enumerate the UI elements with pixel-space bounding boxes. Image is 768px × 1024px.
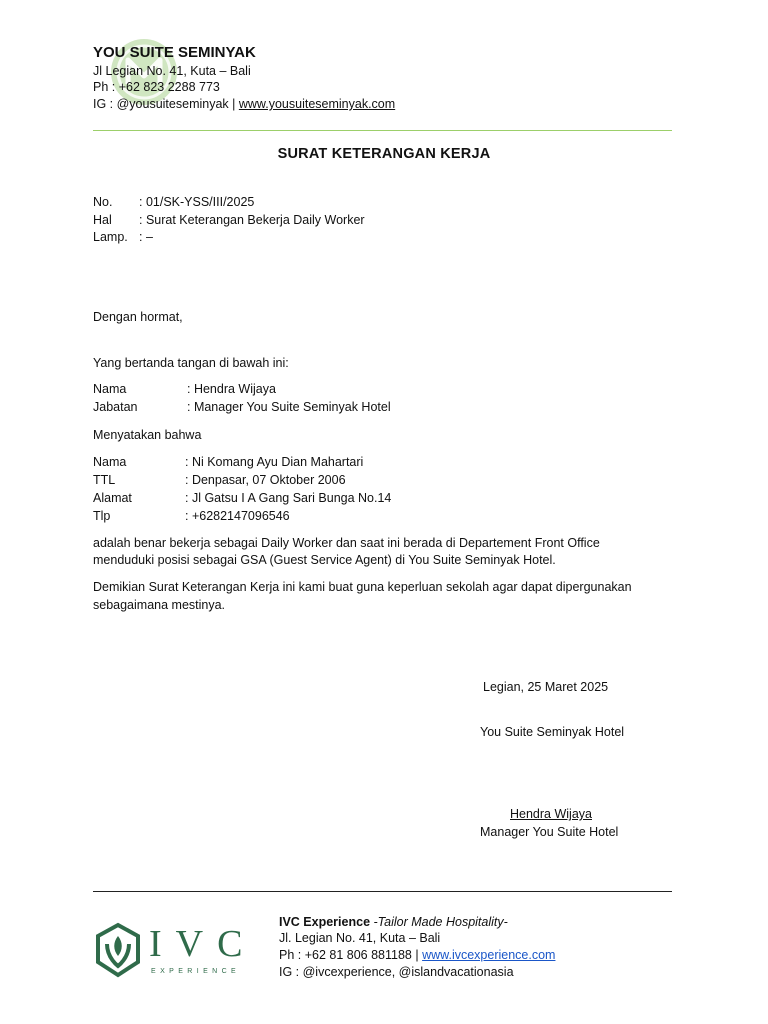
footer-instagram: IG : @ivcexperience, @islandvacationasia: [279, 965, 514, 979]
signature-organization: You Suite Seminyak Hotel: [480, 725, 625, 739]
footer-address: Jl. Legian No. 41, Kuta – Bali: [279, 931, 441, 945]
signature-position: Manager You Suite Hotel: [480, 825, 619, 839]
footer-tagline: -Tailor Made Hospitality-: [370, 915, 508, 929]
employee-address-value: : Jl Gatsu I A Gang Sari Bunga No.14: [185, 491, 392, 505]
hotel-instagram: IG : @yousuiteseminyak |: [93, 97, 239, 111]
employee-ttl-label: TTL: [93, 473, 116, 487]
signatory-name-value: : Hendra Wijaya: [187, 382, 276, 396]
footer-company-line: [279, 915, 508, 929]
signatory-name-label: Nama: [93, 382, 127, 396]
declare-text: Menyatakan bahwa: [93, 428, 202, 442]
statement-line-1: adalah benar bekerja sebagai Daily Worker dan saat ini berada di Departement Front Office: [93, 536, 600, 550]
employee-name-value: : Ni Komang Ayu Dian Mahartari: [185, 455, 364, 469]
meta-label-hal: Hal: [93, 213, 112, 227]
hotel-address: Jl Legian No. 41, Kuta – Bali: [93, 64, 251, 78]
ivc-logo-text: IVC: [149, 923, 257, 965]
hotel-phone: Ph : +62 823 2288 773: [93, 80, 220, 94]
employee-ttl-value: : Denpasar, 07 Oktober 2006: [185, 473, 346, 487]
ivc-logo: [93, 920, 257, 980]
employee-address-label: Alamat: [93, 491, 132, 505]
meta-value-lamp: : –: [139, 230, 153, 244]
signatory-position-value: : Manager You Suite Seminyak Hotel: [187, 400, 391, 414]
meta-label-no: No.: [93, 195, 113, 209]
statement-line-2: menduduki posisi sebagai GSA (Guest Service Agent) di You Suite Seminyak Hotel.: [93, 553, 556, 567]
footer-website-link[interactable]: www.ivcexperience.com: [422, 948, 556, 962]
footer-company: IVC Experience: [279, 915, 371, 929]
header-divider: [93, 130, 672, 131]
footer-contact-line: [279, 948, 555, 962]
signature-name: Hendra Wijaya: [510, 807, 592, 821]
ivc-emblem-icon: [93, 922, 143, 978]
meta-value-hal: : Surat Keterangan Bekerja Daily Worker: [139, 213, 365, 227]
hotel-name: YOU SUITE SEMINYAK: [93, 44, 256, 61]
letter-title: SURAT KETERANGAN KERJA: [277, 146, 491, 162]
employee-name-label: Nama: [93, 455, 127, 469]
footer-phone: Ph : +62 81 806 881188 |: [279, 948, 423, 962]
ivc-logo-subtext: EXPERIENCE: [151, 968, 241, 975]
hotel-social: [93, 97, 395, 111]
meta-value-no: : 01/SK-YSS/III/2025: [139, 195, 255, 209]
intro-text: Yang bertanda tangan di bawah ini:: [93, 356, 289, 370]
signature-place-date: Legian, 25 Maret 2025: [483, 680, 609, 694]
employee-phone-value: : +6282147096546: [185, 509, 290, 523]
closing-line-2: sebagaimana mestinya.: [93, 598, 226, 612]
meta-label-lamp: Lamp.: [93, 230, 128, 244]
footer-divider: [93, 891, 672, 892]
signatory-position-label: Jabatan: [93, 400, 138, 414]
closing-line-1: Demikian Surat Keterangan Kerja ini kami buat guna keperluan sekolah agar dapat dipergunakan: [93, 580, 632, 594]
employee-phone-label: Tlp: [93, 509, 111, 523]
hotel-website-link[interactable]: www.yousuiteseminyak.com: [238, 97, 396, 111]
greeting: Dengan hormat,: [93, 310, 183, 324]
